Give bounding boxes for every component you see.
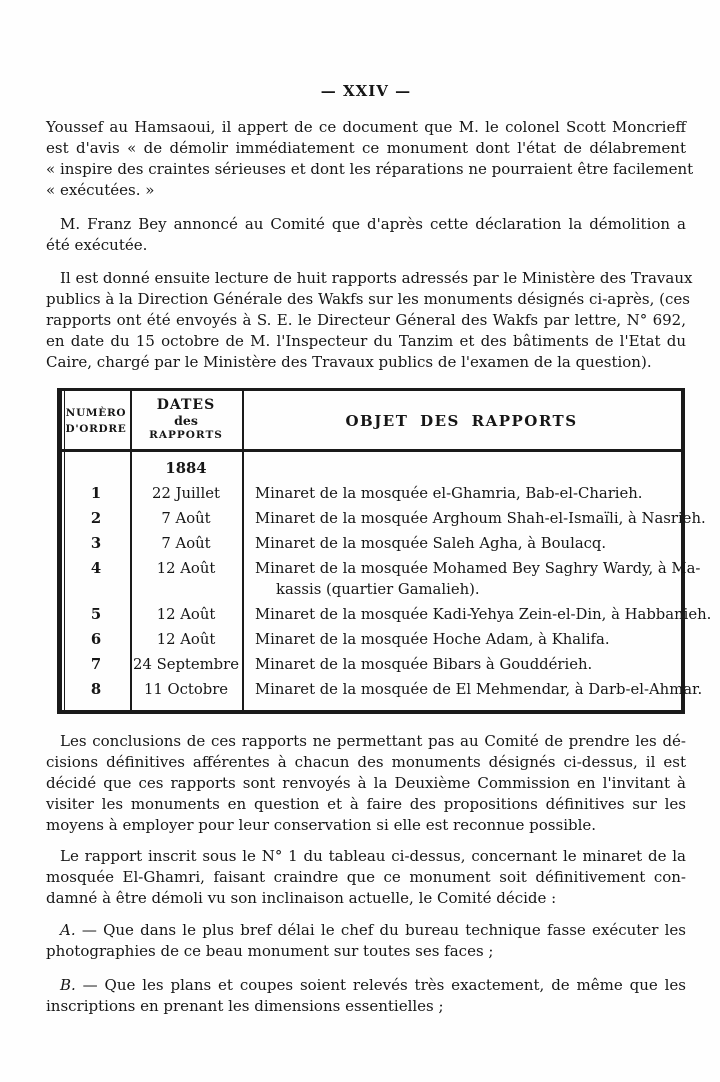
row-number: 8 bbox=[90, 681, 102, 698]
text-line: Il est donné ensuite lecture de huit rapports adressés par le Ministère des Travaux bbox=[60, 269, 693, 287]
table-header-row bbox=[62, 391, 681, 452]
text-line: damné à être démoli vu son inclinaison actuelle, le Comité décide : bbox=[46, 889, 557, 907]
row-object: Minaret de la mosquée Mohamed Bey Saghry Wardy, à Ma- kassis (quartier Gamalieh). bbox=[255, 560, 701, 598]
text-line: « inspire des craintes sérieuses et dont les réparations ne pourraient être facilement bbox=[46, 160, 694, 178]
row-number: 7 bbox=[90, 656, 102, 673]
row-object: Minaret de la mosquée de El Mehmendar, à Darb-el-Ahmar. bbox=[255, 681, 703, 698]
row-number: 1 bbox=[90, 485, 102, 502]
row-date: 11 Octobre bbox=[143, 681, 229, 698]
text-line: moyens à employer pour leur conservation si elle est reconnue possible. bbox=[46, 816, 597, 834]
row-date: 22 Juillet bbox=[152, 485, 220, 502]
paragraph-franz-bey bbox=[46, 214, 686, 256]
row-date: 12 Août bbox=[156, 560, 216, 577]
table-body bbox=[62, 452, 712, 710]
row-number: 4 bbox=[90, 560, 102, 577]
year-label: 1884 bbox=[165, 460, 207, 477]
text-line: Caire, chargé par le Ministère des Travaux publics de l'examen de la question). bbox=[46, 353, 652, 371]
text-line: photographies de ce beau monument sur toutes ses faces ; bbox=[46, 942, 494, 960]
row-date: 7 Août bbox=[161, 535, 211, 552]
row-object: Minaret de la mosquée Hoche Adam, à Khalifa. bbox=[255, 631, 610, 648]
page-number: — XXIV — bbox=[320, 82, 412, 100]
row-date: 7 Août bbox=[161, 510, 211, 527]
row-object: Minaret de la mosquée Arghoum Shah-el-Ismaïli, à Nasrieh. bbox=[255, 510, 706, 527]
row-number: 6 bbox=[90, 631, 102, 648]
paragraph-conclusions bbox=[46, 731, 686, 836]
row-number: 2 bbox=[90, 510, 102, 527]
table-column-divider bbox=[130, 391, 132, 710]
row-date: 12 Août bbox=[156, 606, 216, 623]
table-column-divider bbox=[242, 391, 244, 710]
text-line: publics à la Direction Générale des Wakfs sur les monuments désignés ci-après, (ces bbox=[46, 290, 690, 308]
decision-letter: B. bbox=[60, 976, 76, 994]
row-date: 12 Août bbox=[156, 631, 216, 648]
decision-a bbox=[46, 920, 686, 962]
text-line: M. Franz Bey annoncé au Comité que d'après cette déclaration la démolition a bbox=[60, 215, 686, 233]
row-object: Minaret de la mosquée el-Ghamria, Bab-el-Charieh. bbox=[255, 485, 643, 502]
text-line: décidé que ces rapports sont renvoyés à la Deuxième Commission en l'invitant à bbox=[46, 774, 686, 792]
text-line: Le rapport inscrit sous le N° 1 du tableau ci-dessus, concernant le minaret de la bbox=[60, 847, 686, 865]
column-header-dates: DATES des RAPPORTS bbox=[149, 397, 223, 441]
row-number: 5 bbox=[90, 606, 102, 623]
column-header-objet: OBJET DES RAPPORTS bbox=[345, 411, 578, 430]
text-line: mosquée El-Ghamri, faisant craindre que ce monument soit définitivement con- bbox=[46, 868, 686, 886]
row-object: Minaret de la mosquée Kadi-Yehya Zein-el-Din, à Habbanieh. bbox=[255, 606, 712, 623]
row-date: 24 Septembre bbox=[133, 656, 239, 673]
text-line: est d'avis « de démolir immédiatement ce monument dont l'état de délabrement bbox=[46, 139, 686, 157]
text-line: visiter les monuments en question et à faire des propositions définitives sur les bbox=[46, 795, 686, 813]
text-line: inscriptions en prenant les dimensions essentielles ; bbox=[46, 997, 444, 1015]
text-line: Les conclusions de ces rapports ne permettant pas au Comité de prendre les dé- bbox=[60, 732, 686, 750]
text-line: A. — Que dans le plus bref délai le chef du bureau technique fasse exécuter les bbox=[60, 921, 686, 939]
text-line: cisions définitives afférentes à chacun des monuments désignés ci-dessus, il est bbox=[46, 753, 686, 771]
column-header-numero: NUMÈRO D'ORDRE bbox=[65, 406, 127, 435]
text-line: Youssef au Hamsaoui, il appert de ce document que M. le colonel Scott Moncrieff bbox=[46, 118, 686, 136]
paragraph-rapport-n1 bbox=[46, 846, 686, 909]
decision-b bbox=[46, 975, 686, 1017]
text-line: été exécutée. bbox=[46, 236, 148, 254]
decision-letter: A. bbox=[60, 921, 76, 939]
row-number: 3 bbox=[90, 535, 102, 552]
reports-table bbox=[57, 388, 712, 714]
paragraph-lecture-rapports bbox=[46, 268, 693, 373]
text-line: en date du 15 octobre de M. l'Inspecteur du Tanzim et des bâtiments de l'Etat du bbox=[46, 332, 686, 350]
row-object: Minaret de la mosquée Bibars à Gouddérieh. bbox=[255, 656, 593, 673]
text-line: B. — Que les plans et coupes soient relevés très exactement, de même que les bbox=[60, 976, 686, 994]
text-line: « exécutées. » bbox=[46, 181, 155, 199]
row-object: Minaret de la mosquée Saleh Agha, à Boulacq. bbox=[255, 535, 607, 552]
text-line: rapports ont été envoyés à S. E. le Directeur Géneral des Wakfs par lettre, N° 692, bbox=[46, 311, 686, 329]
page-content bbox=[46, 0, 712, 1017]
paragraph-youssef bbox=[46, 117, 694, 201]
